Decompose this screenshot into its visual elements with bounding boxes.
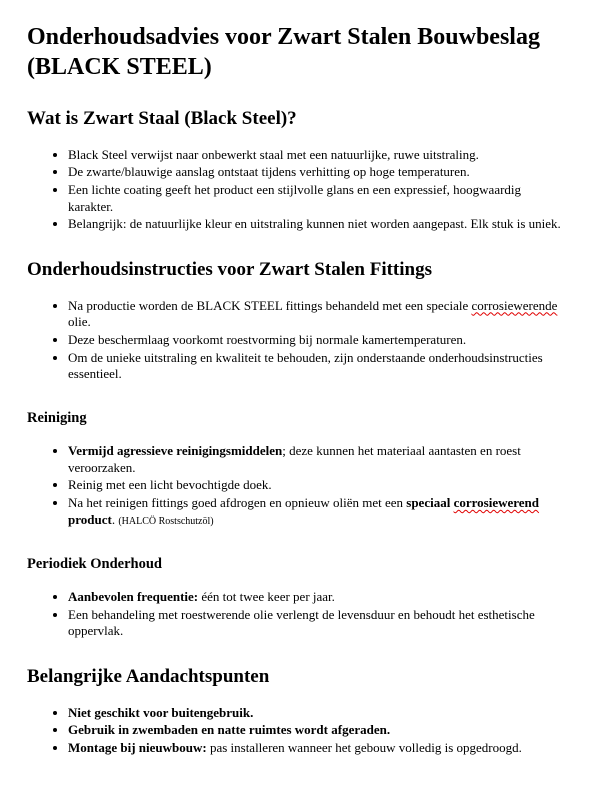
text-run: Belangrijk: de natuurlijke kleur en uitstraling kunnen niet worden aangepast. Elk stuk is uniek.: [68, 216, 561, 232]
text-run: Vermijd agressieve reinigingsmiddelen: [68, 443, 283, 459]
list-item: [68, 182, 563, 215]
bullet-list: [27, 589, 563, 640]
text-run: .: [111, 511, 119, 527]
text-run: Reinig met een licht bevochtigde doek.: [68, 477, 272, 493]
bullet-list: [27, 147, 563, 233]
list-item: [68, 740, 563, 757]
text-run: Deze beschermlaag voorkomt roestvorming bij normale kamertemperaturen.: [68, 331, 467, 347]
text-run: Niet geschikt voor buitengebruik.: [68, 704, 254, 720]
page-title: Onderhoudsadvies voor Zwart Stalen Bouwbeslag (BLACK STEEL): [27, 24, 540, 80]
section-heading: Belangrijke Aandachtspunten: [27, 665, 270, 687]
text-run: olie.: [68, 314, 91, 330]
list-item: [68, 705, 563, 722]
text-run: Na productie worden de BLACK STEEL fittings behandeld met een speciale: [68, 297, 472, 313]
bullet-list: [27, 443, 563, 528]
text-run: Montage bij nieuwbouw:: [68, 739, 207, 755]
section-heading: Reiniging: [27, 409, 87, 426]
text-run: corrosiewerend: [453, 495, 540, 511]
text-run: Gebruik in zwembaden en natte ruimtes wordt afgeraden.: [68, 722, 391, 738]
bullet-list: [27, 298, 563, 383]
list-item: [68, 607, 563, 640]
text-run: Black Steel verwijst naar onbewerkt staal met een natuurlijke, ruwe uitstraling.: [68, 146, 479, 162]
list-item: [68, 332, 563, 349]
list-item: [68, 147, 563, 164]
list-item: [68, 495, 563, 528]
list-item: [68, 164, 563, 181]
section-heading: Wat is Zwart Staal (Black Steel)?: [27, 108, 297, 129]
text-run: Aanbevolen frequentie:: [68, 588, 199, 604]
section-heading: Periodiek Onderhoud: [27, 555, 162, 572]
list-item: [68, 477, 563, 494]
text-run: ; deze kunnen het materiaal aantasten en roest veroorzaken.: [68, 443, 521, 475]
sections: [27, 108, 563, 756]
text-run: Een lichte coating geeft het product een stijlvolle glans en een expressief, hoogwaardig karakter.: [68, 182, 522, 214]
text-run: corrosiewerende: [471, 297, 558, 313]
text-run: pas installeren wanneer het gebouw volledig is opgedroogd.: [206, 739, 522, 755]
text-run: Na het reinigen fittings goed afdrogen en opnieuw oliën met een: [68, 495, 407, 511]
text-run: De zwarte/blauwige aanslag ontstaat tijdens verhitting op hoge temperaturen.: [68, 164, 470, 180]
text-run: één tot twee keer per jaar.: [198, 588, 335, 604]
list-item: [68, 350, 563, 383]
text-run: product: [68, 511, 112, 527]
list-item: [68, 722, 563, 739]
list-item: [68, 216, 563, 233]
section-heading: Onderhoudsinstructies voor Zwart Stalen Fittings: [27, 258, 433, 280]
list-item: [68, 589, 563, 606]
list-item: [68, 298, 563, 331]
text-run: (HALCÖ Rostschutzöl): [118, 515, 214, 527]
bullet-list: [27, 705, 563, 757]
text-run: Om de unieke uitstraling en kwaliteit te behouden, zijn onderstaande onderhoudsinstructies essentieel.: [68, 349, 543, 382]
text-run: Een behandeling met roestwerende olie verlengt de levensduur en behoudt het esthetische oppervlak.: [68, 606, 535, 639]
text-run: speciaal: [406, 495, 454, 511]
list-item: [68, 443, 563, 476]
